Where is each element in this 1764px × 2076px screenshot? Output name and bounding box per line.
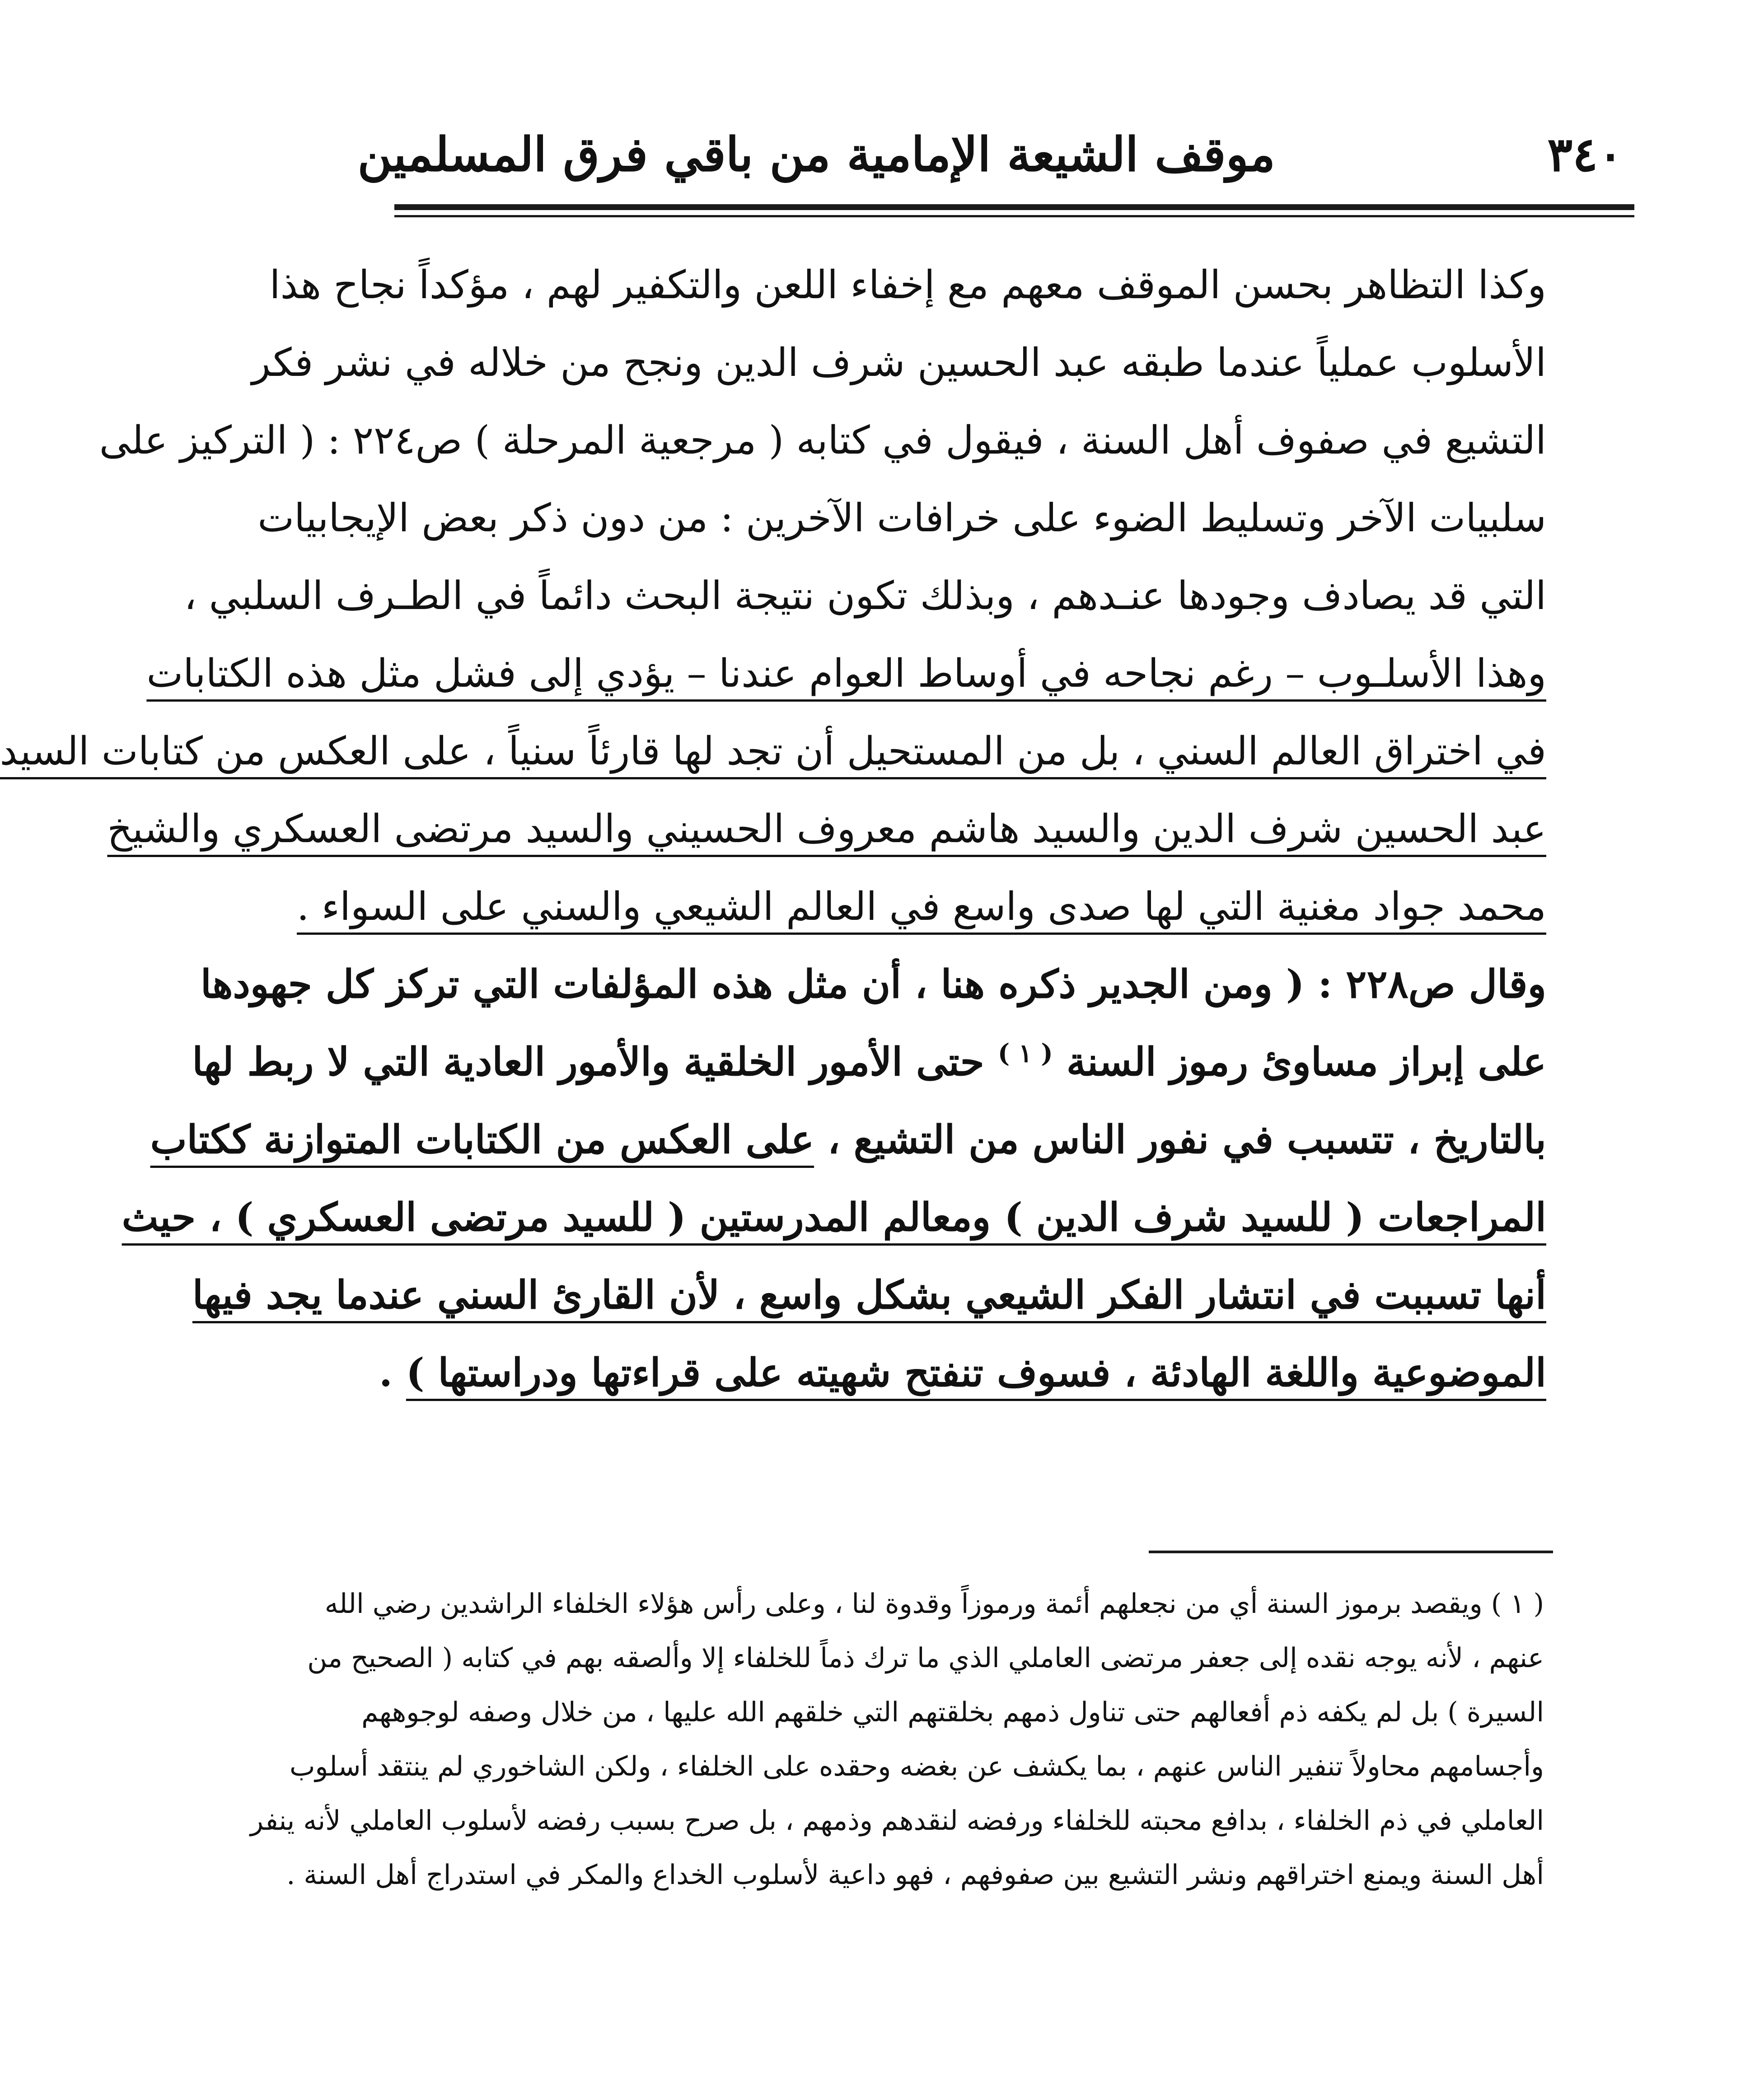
page-header: [357, 113, 1632, 194]
footnote-line: ( ١ ) ويقصد برموز السنة أي من نجعلهم أئمة ورموزاً وقدوة لنا ، وعلى رأس هؤلاء الخلفاء الراشدين رضي الله: [324, 1588, 1544, 1620]
body-text: [0, 246, 1546, 1412]
line-end: .: [379, 1350, 406, 1396]
underlined-text: في اختراق العالم السني ، بل من المستحيل أن تجد لها قارئاً سنياً ، على العكس من كتابات السيد: [0, 729, 1546, 774]
underlined-text: على العكس من الكتابات المتوازنة ككتاب: [150, 1117, 814, 1162]
paragraph-2: [122, 946, 1546, 1412]
paragraph-1: [0, 246, 1546, 946]
body-line: الأسلوب عملياً عندما طبقه عبد الحسين شرف الدين ونجح من خلاله في نشر فكر: [252, 340, 1546, 385]
footnote-line: أهل السنة ويمنع اختراقهم ونشر التشيع بين صفوفهم ، فهو داعية لأسلوب الخداع والمكر في استدراج أهل السنة .: [286, 1859, 1544, 1891]
line-segment: حتى الأمور الخلقية والأمور العادية التي لا ربط لها: [192, 1039, 984, 1085]
body-line-underlined: [122, 1179, 1546, 1256]
body-line-underlined: [107, 790, 1546, 868]
running-title: موقف الشيعة الإمامية من باقي فرق المسلمين: [357, 127, 1275, 182]
footnote-line: العاملي في ذم الخلفاء ، بدافع محبته للخلفاء ورفضه لنقدهم وذمهم ، بل صرح بسبب رفضه لأسلوب العاملي لأنه ينفر: [250, 1805, 1544, 1837]
underlined-text: وهذا الأسلـوب – رغم نجاحه في أوساط العوام عندنا – يؤدي إلى فشل مثل هذه الكتابات: [146, 651, 1546, 696]
footnote-separator: [1149, 1551, 1553, 1553]
body-line-underlined: [379, 1334, 1546, 1412]
body-line: التشيع في صفوف أهل السنة ، فيقول في كتابه ( مرجعية المرحلة ) ص٢٢٤ : ( التركيز على: [99, 418, 1546, 463]
underlined-text: المراجعات ( للسيد شرف الدين ) ومعالم المدرستين ( للسيد مرتضى العسكري ) ، حيث: [122, 1195, 1546, 1240]
line-segment: بالتاريخ ، تتسبب في نفور الناس من التشيع ،: [828, 1117, 1546, 1162]
header-rule-thin: [394, 215, 1634, 217]
footnote-reference[interactable]: ( ١ ): [997, 1038, 1053, 1068]
page-number: ٣٤٠: [1547, 127, 1623, 182]
footnote-line: السيرة ) بل لم يكفه ذم أفعالهم حتى تناول ذمهم بخلقتهم التي خلقهم الله عليها ، من خلال وصفه لوجوههم: [361, 1696, 1544, 1728]
underlined-text: عبد الحسين شرف الدين والسيد هاشم معروف الحسيني والسيد مرتضى العسكري والشيخ: [107, 806, 1546, 852]
body-line: وكذا التظاهر بحسن الموقف معهم مع إخفاء اللعن والتكفير لهم ، مؤكداً نجاح هذا: [269, 262, 1546, 308]
header-rule-thick: [394, 204, 1634, 210]
underlined-text: أنها تسببت في انتشار الفكر الشيعي بشكل واسع ، لأن القارئ السني عندما يجد فيها: [192, 1272, 1546, 1318]
body-line: التي قد يصادف وجودها عنـدهم ، وبذلك تكون نتيجة البحث دائماً في الطـرف السلبي ،: [184, 573, 1546, 619]
body-line: [192, 1023, 1546, 1101]
body-line-underlined: [192, 1256, 1546, 1334]
body-line: سلبيات الآخر وتسليط الضوء على خرافات الآخرين : من دون ذكر بعض الإيجابيات: [257, 496, 1546, 541]
body-line: وقال ص٢٢٨ : ( ومن الجدير ذكره هنا ، أن مثل هذه المؤلفات التي تركز كل جهودها: [200, 961, 1546, 1007]
body-line-underlined: [297, 868, 1546, 946]
footnote-line: وأجسامهم محاولاً تنفير الناس عنهم ، بما يكشف عن بغضه وحقده على الخلفاء ، ولكن الشاخوري لم ينتقد أسلوب: [289, 1751, 1544, 1782]
footnotes: [250, 1577, 1544, 1902]
line-segment: على إبراز مساوئ رموز السنة: [1066, 1039, 1546, 1085]
body-line-underlined: [146, 635, 1546, 712]
footnote-line: عنهم ، لأنه يوجه نقده إلى جعفر مرتضى العاملي الذي ما ترك ذماً للخلفاء إلا وألصقه بهم في كتابه ( الصحيح من: [307, 1642, 1544, 1674]
body-line-underlined: [0, 712, 1546, 790]
body-line: [150, 1101, 1546, 1179]
underlined-text: محمد جواد مغنية التي لها صدى واسع في العالم الشيعي والسني على السواء .: [297, 884, 1546, 929]
underlined-text: الموضوعية واللغة الهادئة ، فسوف تنفتح شهيته على قراءتها ودراستها ): [406, 1350, 1546, 1396]
